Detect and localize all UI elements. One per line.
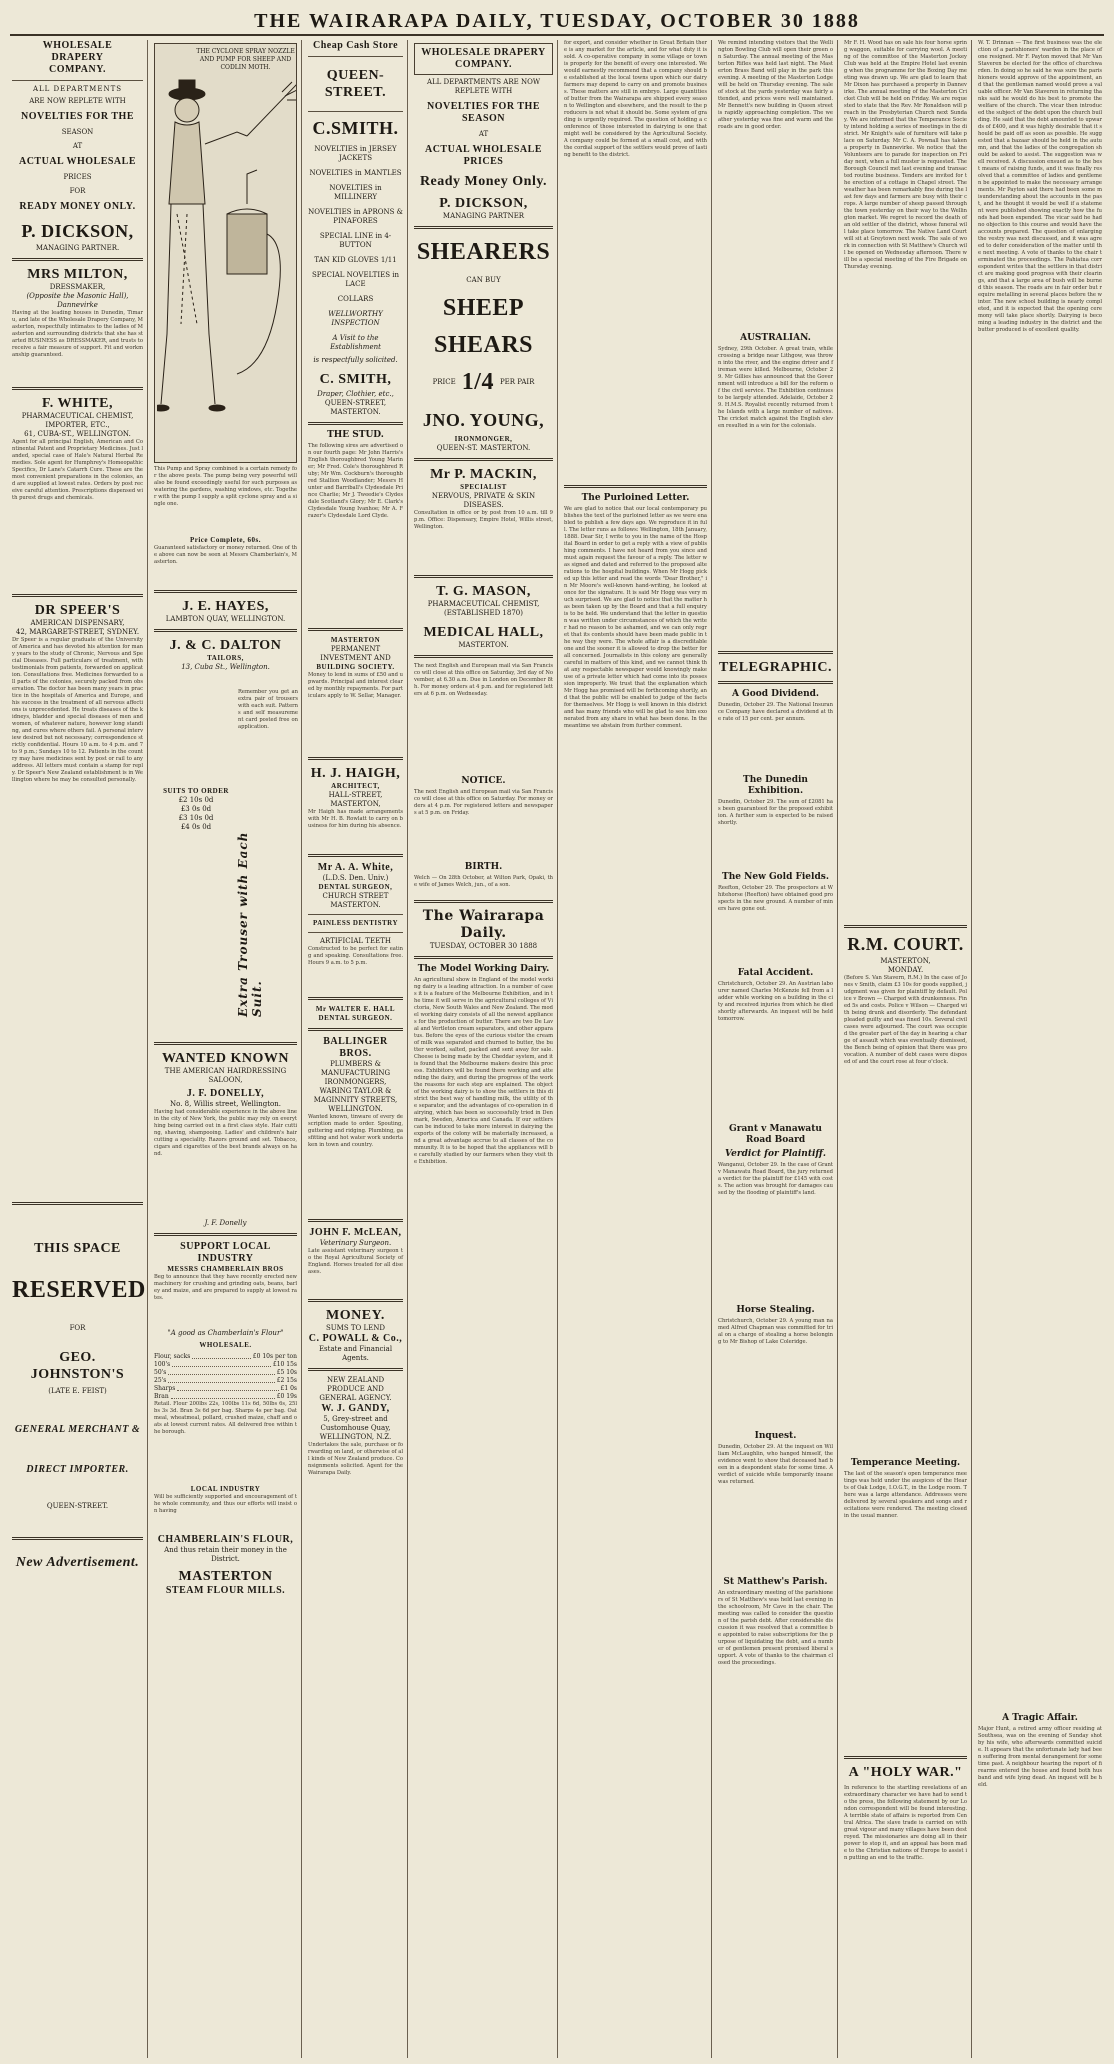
money-ad: MONEY. SUMS TO LEND C. POWALL & Co., Estate and Financial Agents.: [308, 1308, 403, 1362]
column-8: W. T. Drinnan — The first business was the election of a parishioners' warden in the place of one resigned. Mr F. Payton moved that Mr Van Staveren be elected for the office of churchwarden. In doing so he said he was sure the parishioners would approve of the appointment, and that the gentleman named would prove a valuable officer. Mr Van Staveren in returning thanks said he would do his best to promote the welfare of the church. The vicar then introduced the subject of the debt upon the church building. He said that the debt amounted to upwards of £400, and it was highly desirable that it should be paid off as soon as possible. He suggested that a bazaar should be held in the autumn, and that the ladies of the congregation should be asked to assist. The suggestion was well received. A discussion ensued as to the best means of raising funds, and it was finally resolved that a committee of ladies and gentlemen be appointed to make the necessary arrangements. Mr Payton said there had been some misunderstanding about the accounts in the past, and he thought it would be well if a statement were published showing exactly how the funds had been expended. The vicar said he had no objection to this course and would have the accounts prepared. The question of enlarging the vestry was next discussed, and it was agreed to defer consideration of the matter until the next meeting. A vote of thanks to the chair terminated the proceedings. The Pahiatua correspondent writes that the settlers in that district are making good progress with their clearings, and that a large area of bush will be burned this season. The roads are in fair order but require metalling in several places before the winter. The new school building is nearly completed, and it is expected that the opening ceremony will take place shortly. Dairying is becoming a leading industry in the district and the butter produced is of excellent quality. A Tragic Affair. Major Hunt, a retired army officer residing at Southsea, was on the evening of Sunday shot by his wife, who afterwards committed suicide. It appears that the unfortunate lady had been suffering from mental derangement for some time past. A neighbour hearing the report of firearms entered the house and found both husband and wife lying dead. An inquest will be held.: [978, 40, 1102, 1788]
holy-war-heading: A "HOLY WAR.": [848, 1765, 963, 1780]
shearers-ad: SHEARERS CAN BUY SHEEP SHEARS PRICE 1/4 PER PAIR JNO. YOUNG, IRONMONGER, QUEEN-ST. MASTERTON.: [416, 239, 551, 452]
farmer-spraying-illustration: [157, 74, 297, 424]
reserved-space-ad: THIS SPACE RESERVED FOR GEO. JOHNSTON'S (LATE E. FEIST) GENERAL MERCHANT & DIRECT IMPORTER. QUEEN-STREET.: [12, 1241, 146, 1510]
column-1: [8, 40, 148, 2058]
mackin-ad: Mr P. MACKIN, SPECIALIST NERVOUS, PRIVATE & SKIN DISEASES. Consultation in office or by post from 10 a.m. till 9 p.m. Office: Dispensary, Empire Hotel, Willis street, Wellington.: [414, 467, 553, 530]
price-row-2: 50's £5 10s: [154, 1369, 297, 1376]
price-row-5: Bran £0 19s: [154, 1393, 297, 1400]
column-4: WHOLESALE DRAPERY COMPANY. ALL DEPARTMENTS ARE NOW REPLETE WITH NOVELTIES FOR THE SEASON AT ACTUAL WHOLESALE PRICES Ready Money Only. P. DICKSON, MANAGING PARTNER SHEARERS CAN BUY SHEEP SHEARS PRICE 1/4 PER PAIR JNO. YOUNG, IRONMONGER, QUEEN-ST. MASTERTON. Mr P. MACKIN, SPECIALIST NERVOUS, PRIVATE & SKIN DISEASES. Consultation in office or by post from 10 a.m. till 9 p.m. Office: Dispensary, Empire Hotel, Willis street, Wellington. T. G. MASON, PHARMACEUTICAL CHEMIST, (ESTABLISHED 1870) MEDICAL HALL, MASTERTON. The next English and European mail via San Francisco will close at this office on Saturday, 3rd day of November, at 6.30 a.m. Due in London on December 8th. For money orders at 4 p.m. and for registered letters at 6 p.m. on Wednesday. NOTICE. The next English and European mail via San Francisco will close at this office on Saturday. For money orders at 4 p.m. For registered letters and newspapers at 5 p.m. on Friday. BIRTH. Welch — On 28th October, at Wilton Park, Opaki, the wife of James Welch, jun., of a son. The Wairarapa Daily. TUESDAY, OCTOBER 30 1888 The Model Working Dairy. An agricultural show in England of the model working dairy is a leading attraction. In a number of cases it is a feature of the Melbourne Exhibition, and in the time it will serve in the agricultural colleges of Victoria, New South Wales and New Zealand. The model working dairy consists of all the newest appliances for the production of butter. There are two De Laval and Vertleton cream separators, and other apparatus. Before the eyes of the curious visitor the cream of milk was separated and churned to butter, the butter worked, salted, packed and sent away for sale. Cheese is being made by the Cheddar system, and it is found that the Melbourne makers desire this process. Exhibitors will be found there working and attending the dairy, and during the progress of the work the reasons for each step are explained. The object of the working dairy is to show the settlers in this district the best way of handling milk, the utility of the separator, and the advantages of co-operation in dairying, which has been so successfully tried in Denmark, Sweden, America and Canada. If our settlers can be induced to take more interest in dairying the exports of the colony will be materially increased, and a great advantage accrue to all classes of the community. It is to be hoped that the appliances will be carefully studied by our farmers when they visit the Exhibition.: [410, 40, 558, 2058]
white-dentist-ad: Mr A. A. White, (L.D.S. Den. Univ.) DENTAL SURGEON, CHURCH STREET MASTERTON. PAINLESS DENTISTRY ARTIFICIAL TEETH Constructed to be perfect for eating and speaking. Consultations free. Hours 9 a.m. to 5 p.m.: [308, 862, 403, 966]
wholesale-ad: WHOLESALE DRAPERY COMPANY. ALL DEPARTMENTS ARE NOW REPLETE WITH NOVELTIES FOR THE SEASON AT ACTUAL WHOLESALE PRICES FOR READY MONEY ONLY. P. DICKSON, MANAGING PARTNER.: [12, 40, 143, 253]
support-local-industry-ad: SUPPORT LOCAL INDUSTRY MESSRS CHAMBERLAIN BROS Beg to announce that they have recently erected new machinery for crushing and grinding oats, beans, barley and maize, and are prepared to supply at lowest rates. "A good as Chamberlain's Flour" WHOLESALE. Flour, sacks £0 10s per ton 100's £10 15s 50's £5 10s 25's £2 15s Sharps £1 0s Bran £0 19s Retail. Flour 200lbs 22s, 100lbs 11s 6d, 50lbs 6s, 25lbs 3s 3d. Bran 3s 6d per bag. Sharps 4s per bag. Oatmeal, wheatmeal, pollard, crushed maize, chaff and oats at lowest current rates. All delivered free within the borough. LOCAL INDUSTRY Will be sufficiently supported and encouragement of the whole community, and thus our efforts will insist on having CHAMBERLAIN'S FLOUR, And thus retain their money in the District. MASTERTON STEAM FLOUR MILLS.: [154, 1241, 297, 1596]
price-row-0: Flour, sacks £0 10s per ton: [154, 1353, 297, 1360]
column-5: for export, and consider whether in Great Britain there is any market for the article, and for what duty it is sold. A co-operative company in some village or town is properly for the benefit of every one interested. We would earnestly recommend that a company should be established at the local towns upon which our dairy farmers may depend to carry on and promote business. These matters are still in embryo. Large quantities of butter from the Wairarapa are shipped every season to Wellington and elsewhere, and the result to the producers is not what it should be. Some system of grading is urgently required. The question of holding a conference of those interested in dairying is one that might well be considered by the Agricultural Society. A company could be formed at a small cost, and with the cordial support of the settlers would prove of lasting benefit to the district. The Purloined Letter. We are glad to notice that our local contemporary publishes the text of the purloined letter as we were enabled to publish a few days ago. We reproduce it in full. The letter runs as follows: Wellington, 18th January, 1888. Dear Sir, I write to you in the name of the Hospital Board in order to get a reply with a view of publishing comments. I have not heard from you since and must again request the favour of a reply. The letter was signed and dated and referred to the proposed alterations to the hospital buildings. When Mr Hogg picked up this letter and read the words "Dear Brother," in Mr Moore's well-known hand-writing, he looked at once for the signature. It is said Mr Hogg was very much surprised. We are glad to notice that the matter has been taken up by the Board and that a full enquiry is to be held. We understand that the letter in question was written under circumstances of which the writer had no reason to be ashamed, and we can only regret that its contents should have been made public in the way they were. The whole affair is a discreditable one and the sooner it is allowed to drop the better for all concerned. Journalists in this colony are generally careful in matters of this kind, and we cannot think that any respectable newspaper would knowingly make use of a private letter which had come into its possession improperly. We trust that the explanation which Mr Hogg has promised will be forthcoming shortly, and that the public will be enabled to judge of the facts for themselves. Mr Hogg is well known in this district and has many friends who will be glad to see him exonerated from any share in what has been done. In the meantime we abstain from further comment.: [560, 40, 712, 2058]
price-row-1: 100's £10 15s: [154, 1361, 297, 1368]
wanted-known-ad: WANTED KNOWN THE AMERICAN HAIRDRESSING SALOON, J. F. DONELLY, No. 8, Willis street, Wellington. Having had considerable experience in the above line in the city of New York, the public may rely on everything being carried out in a first class style. Hair cutting, shaving, shampooing. Ladies' and children's hair cutting a speciality. Razors ground and set. Tobacco, cigars and cigarettes of the best brands always on hand. J. F. Donelly: [154, 1051, 297, 1227]
ballinger-ad: BALLINGER BROS. PLUMBERS & MANUFACTURING IRONMONGERS, WARING TAYLOR & MAGINNITY STREETS, WELLINGTON.: [313, 1036, 398, 1113]
mason-ad: T. G. MASON, PHARMACEUTICAL CHEMIST, (ESTABLISHED 1870) MEDICAL HALL, MASTERTON.: [423, 584, 544, 649]
paper-nameplate: The Wairarapa Daily.: [422, 908, 545, 941]
haigh-ad: H. J. HAIGH, ARCHITECT, HALL-STREET, MASTERTON, Mr Haigh has made arrangements with Mr H. B. Rowlatt to carry on business for him during his absence.: [308, 766, 403, 829]
rm-court-heading: R.M. COURT.: [847, 934, 964, 954]
flour-price-list: [154, 1353, 297, 1401]
new-advertisement: New Advertisement.: [15, 1555, 140, 1570]
spray-pump-figure: THE CYCLONE SPRAY NOZZLE AND PUMP FOR SHEEP AND CODLIN MOTH.: [154, 43, 297, 463]
white-ad: F. WHITE, PHARMACEUTICAL CHEMIST, IMPORTER, ETC., 61, CUBA-ST., WELLINGTON. Agent for all principal English, American and Continental Patent and Proprietary Medicines. Just landed, special case of Hale's Natural Herbal Remedies. Sole agent for Humphrey's Homeopathic Specifics, Dr Lane's Catarrh Cure. These are the most convenient preparations in the colonies, and are supplied at lowest rates. Orders by post receive careful attention. Prescriptions dispensed with purest drugs and chemicals.: [12, 396, 143, 501]
hayes-ad: J. E. HAYES, LAMBTON QUAY, WELLINGTON.: [165, 599, 286, 623]
column-7: Mr F. H. Wood has on sale his four horse spring waggon, suitable for carrying wool. A meeting of the committee of the Masterton Jockey Club was held at the Empire Hotel last evening when the programme for the Boxing Day meeting was drawn up. We are glad to learn that Mr Dixon has purchased a property in Dannevirke. The annual meeting of the Masterton Cricket Club will be held on Friday. We are requested to state that the Rev. Mr Ronaldson will preach in the Presbyterian Church next Sunday. We are informed that the Temperance Society intend holding a series of meetings in the district. Mr Knight's sale of furniture will take place on Saturday. Mr C. A. Pownall has taken a property in Dannevirke. We notice that the Volunteers are to parade for inspection on Friday next, when a full muster is requested. The Borough Council met last evening and transacted routine business. Tenders are invited for the erection of a cottage in Chapel street. The weather has been remarkably fine during the last few days and farmers are busy with their crops. A large number of sheep passed through the town yesterday on their way to the Wellington market. We regret to record the death of an old settler of the district, whose funeral will take place tomorrow. The Native Land Court will sit at Greytown next week. The sale of work in connection with St Matthew's Church will be opened on Wednesday afternoon. There will be a special meeting of the Fire Brigade on Thursday evening. R.M. COURT. MASTERTON, MONDAY. (Before S. Van Stavern, R.M.) In the case of Jones v Smith, claim £3 10s for goods supplied, judgment was given for plaintiff by default. Police v Brown — Charged with drunkenness. Fined 5s and costs. Police v Wilson — Charged with being drunk and disorderly. The defendant pleaded guilty and was fined 10s. Several civil cases were adjourned. The court was occupied the greater part of the day in hearing a charge of assault which was eventually dismissed, the Bench being of opinion that there was provocation. A number of debt cases were disposed of and the court rose at four o'clock. Temperance Meeting. The last of the season's open temperance meetings was held under the auspices of the Hearts of Oak Lodge, I.O.G.T., in the Lodge room. There was a large attendance. Addresses were delivered by several speakers and songs and recitations were rendered. The meeting closed in the usual manner. A "HOLY WAR." In reference to the startling revelations of an extraordinary character we have had to send to the press, the following statement by our London correspondent will be found interesting. A terrible state of affairs is reported from Central Africa. The slave trade is carried on with great vigour and many villages have been destroyed. The missionaries are doing all in their power to stop it, and an appeal has been made to the Christian nations of Europe to assist in putting an end to the traffic.: [840, 40, 972, 2058]
hall-dentist-ad: Mr WALTER E. HALL DENTAL SURGEON.: [315, 1005, 396, 1022]
wholesale-ad-2: WHOLESALE DRAPERY COMPANY. ALL DEPARTMENTS ARE NOW REPLETE WITH NOVELTIES FOR THE SEASON AT ACTUAL WHOLESALE PRICES Ready Money Only. P. DICKSON, MANAGING PARTNER: [414, 43, 553, 221]
masthead-title: THE WAIRARAPA DAILY, TUESDAY, OCTOBER 30 1888: [254, 10, 860, 32]
telegraphic-heading: TELEGRAPHIC.: [719, 660, 832, 675]
speer-ad: DR SPEER'S AMERICAN DISPENSARY, 42, MARGARET-STREET, SYDNEY. Dr Speer is a regular graduate of the University of America and has devoted his attention for many years to the study of Chronic, Nervous and Special Diseases. Full particulars of treatment, with testimonials from patients, forwarded on application. Consultations free. Medicines forwarded to all parts of the colonies, securely packed from observation. The doctor has been many years in practice in the hospitals of America and Europe, and his success in the treatment of all nervous affections is unprecedented. He treats diseases of the kidneys, bladder and special diseases of men and women, of whatever nature, however long standing, and cures where others fail. A personal interview desired but not necessary; correspondence strictly confidential. Hours 10 a.m. to 4 p.m. and 7 to 9 p.m.; Sundays 10 to 12. Patients in the country may have medicines sent by post or rail to any address. All letters must contain a stamp for reply. Dr Speer's New Zealand establishment is in Wellington where he may be consulted personally.: [12, 603, 143, 783]
column-6: We remind intending visitors that the Wellington Bowling Club will open their green on Saturday. The annual meeting of the Masterton Rifles was held last night. The Masterton Brass Band will play in the park this evening. A meeting of the Masterton Lodge will be held on Thursday evening. The sale of stock at the yards yesterday was fairly attended, and prices were well maintained. Mr Bennett's new building in Queen street is rapidly approaching completion. The weather yesterday was fine and warm and the roads are in good order. AUSTRALIAN. Sydney, 29th October. A great train, while crossing a bridge near Lithgow, was thrown into the river, and the engine driver and fireman were killed. Melbourne, October 29. Mr Gillies has announced that the Government will introduce a bill for the reform of the civil service. The Exhibition continues to be largely attended. Adelaide, October 29. H.M.S. Royalist recently returned from the Islands with a large number of natives. The cricket match against the English eleven resulted in a win for the colonials. TELEGRAPHIC. A Good Dividend. Dunedin, October 29. The National Insurance Company have declared a dividend at the rate of 15 per cent. per annum. The Dunedin Exhibition. Dunedin, October 29. The sum of £2081 has been guaranteed for the proposed exhibition. A further sum is expected to be raised shortly. The New Gold Fields. Reefton, October 29. The prospectors at Whitehorse (Reefton) have obtained good prospects in the new ground. A number of miners have gone out. Fatal Accident. Christchurch, October 29. An Austrian labourer named Charles McKenzie fell from a ladder while working on a building in the city and received injuries from which he died shortly afterwards. An inquest will be held tomorrow. Grant v Manawatu Road Board Verdict for Plaintiff. Wanganui, October 29. In the case of Grant v Manawatu Road Board, the jury returned a verdict for the plaintiff for £145 with costs. The action was brought for damages caused by the flooding of plaintiff's land. Horse Stealing. Christchurch, October 29. A young man named Alfred Chapman was committed for trial on a charge of stealing a horse belonging to Mr Bishop of Lake Coleridge. Inquest. Dunedin, October 29. At the inquest on William McLaughlin, who hanged himself, the evidence went to show that deceased had been in a despondent state for some time. A verdict of suicide while temporarily insane was returned. St Matthew's Parish. An extraordinary meeting of the parishioners of St Matthew's was held last evening in the schoolroom, Mr Cave in the chair. The meeting was called to consider the question of the parish debt. After considerable discussion it was resolved that a committee be appointed to raise subscriptions for the purpose of liquidating the debt, and a number of gentlemen present promised liberal support. A vote of thanks to the chairman closed the proceedings.: [714, 40, 838, 2058]
mclean-ad: JOHN F. McLEAN, Veterinary Surgeon. Late assistant veterinary surgeon to the Royal Agricultural Society of England. Horses treated for all diseases.: [308, 1227, 403, 1275]
suits-price-list: SUITS TO ORDER £2 10s 0d £3 0s 0d £3 10s 0d £4 0s 0d: [163, 787, 229, 831]
milton-ad: MRS MILTON, DRESSMAKER, (Opposite the Masonic Hall), Dannevirke Having at the leading houses in Dunedin, Timaru, and late of the Wholesale Drapery Company, Masterton, respectfully intimates to the ladies of Masterton and surrounding districts that she has started BUSINESS as DRESSMAKER, and trusts to receive a fair measure of support. Fit and workmanship guaranteed.: [12, 267, 143, 358]
price-row-4: Sharps £1 0s: [154, 1385, 297, 1392]
extra-trouser-slogan: Extra Trouser with Each Suit.: [236, 831, 264, 1017]
cheap-cash-store-ad: Cheap Cash Store QUEEN-STREET. C.SMITH. NOVELTIES in JERSEY JACKETS NOVELTIES in MANTLES NOVELTIES in MILLINERY NOVELTIES in APRONS & PINAFORES SPECIAL LINE in 4-BUTTON TAN KID GLOVES 1/11 SPECIAL NOVELTIES in LACE COLLARS WELLWORTHY INSPECTION A Visit to the Establishment is respectfully solicited. C. SMITH, Draper, Clothier, etc., QUEEN-STREET, MASTERTON.: [308, 40, 403, 416]
perm-society-ad: MASTERTON PERMANENT INVESTMENT AND BUILDING SOCIETY. Money to lend in sums of £50 and upwards. Principal and interest cleared by monthly repayments. For particulars apply to W. Sellar, Manager.: [308, 636, 403, 699]
masthead: [10, 6, 1104, 36]
dalton-ad: J. & C. DALTON TAILORS, 13, Cuba St., Wellington. Remember you get an extra pair of trousers with each suit. Patterns and self measurement card posted free on application. SUITS TO ORDER £2 10s 0d £3 0s 0d £3 10s 0d £4 0s 0d Extra Trouser with Each Suit.: [154, 637, 297, 1037]
column-3: Cheap Cash Store QUEEN-STREET. C.SMITH. NOVELTIES in JERSEY JACKETS NOVELTIES in MANTLES NOVELTIES in MILLINERY NOVELTIES in APRONS & PINAFORES SPECIAL LINE in 4-BUTTON TAN KID GLOVES 1/11 SPECIAL NOVELTIES in LACE COLLARS WELLWORTHY INSPECTION A Visit to the Establishment is respectfully solicited. C. SMITH, Draper, Clothier, etc., QUEEN-STREET, MASTERTON. THE STUD. The following sires are advertised on our fourth page: Mr John Harris's English thoroughbred Young Mariner; Mr Fred. Cole's thoroughbred Ruby; Mr Wm. Cockburn's thoroughbred Stallion Woodlander; Messrs Hunter and Barriball's Clydesdale Prince Charlie; Mr J. Tweedie's Clydesdale Scotland's Glory; Mr E. Clark's Clydesdale Young Ivanhoe; Mr A. Frazer's Clydesdale Lord Clyde. MASTERTON PERMANENT INVESTMENT AND BUILDING SOCIETY. Money to lend in sums of £50 and upwards. Principal and interest cleared by monthly repayments. For particulars apply to W. Sellar, Manager. H. J. HAIGH, ARCHITECT, HALL-STREET, MASTERTON, Mr Haigh has made arrangements with Mr H. B. Rowlatt to carry on business for him during his absence. Mr A. A. White, (L.D.S. Den. Univ.) DENTAL SURGEON, CHURCH STREET MASTERTON. PAINLESS DENTISTRY ARTIFICIAL TEETH Constructed to be perfect for eating and speaking. Consultations free. Hours 9 a.m. to 5 p.m. Mr WALTER E. HALL DENTAL SURGEON. BALLINGER BROS. PLUMBERS & MANUFACTURING IRONMONGERS, WARING TAYLOR & MAGINNITY STREETS, WELLINGTON. Wanted known, tinware of every description made to order. Spouting, guttering and ridging. Plumbing, gasfitting and hot water work undertaken in town and country. JOHN F. McLEAN, Veterinary Surgeon. Late assistant veterinary surgeon to the Royal Agricultural Society of England. Horses treated for all diseases. MONEY. SUMS TO LEND C. POWALL & Co., Estate and Financial Agents. NEW ZEALAND PRODUCE AND GENERAL AGENCY. W. J. GANDY, 5, Grey-street and Customhouse Quay, WELLINGTON, N.Z. Undertakes the sale, purchase or forwarding on land, or otherwise of all kinds of New Zealand produce. Consignments solicited. Agent for the Wairarapa Daily.: [304, 40, 408, 2058]
price-row-3: 25's £2 15s: [154, 1377, 297, 1384]
column-2: THE CYCLONE SPRAY NOZZLE AND PUMP FOR SHEEP AND CODLIN MOTH. This Pump and Spray combined is a certain remedy for the above pests. The pump being very powerful will also be found exceedingly useful for such purposes as watering the gardens, washing windows, etc. Together with the pump I supply a split cyclone spray and a single one. Price Complete, 60s. Guaranteed satisfactory or money returned. One of the above can now be seen at Messrs Chamberlain's, Masterton. J. E. HAYES, LAMBTON QUAY, WELLINGTON. J. & C. DALTON TAILORS, 13, Cuba St., Wellington. Remember you get an extra pair of trousers with each suit. Patterns and self measurement card posted free on application. SUITS TO ORDER £2 10s 0d £3 0s 0d £3 10s 0d £4 0s 0d Extra Trouser with Each Suit. WANTED KNOWN THE AMERICAN HAIRDRESSING SALOON, J. F. DONELLY, No. 8, Willis street, Wellington. Having had considerable experience in the above line in the city of New York, the public may rely on everything being carried out in a first class style. Hair cutting, shaving, shampooing. Ladies' and children's hair cutting a speciality. Razors ground and set. Tobacco, cigars and cigarettes of the best brands always on hand. J. F. Donelly SUPPORT LOCAL INDUSTRY MESSRS CHAMBERLAIN BROS Beg to announce that they have recently erected new machinery for crushing and grinding oats, beans, barley and maize, and are prepared to supply at lowest rates. "A good as Chamberlain's Flour" WHOLESALE. Flour, sacks £0 10s per ton 100's £10 15s 50's £5 10s 25's £2 15s Sharps £1 0s Bran £0 19s Retail. Flour 200lbs 22s, 100lbs 11s 6d, 50lbs 6s, 25lbs 3s 3d. Bran 3s 6d per bag. Sharps 4s per bag. Oatmeal, wheatmeal, pollard, crushed maize, chaff and oats at lowest current rates. All delivered free within the borough. LOCAL INDUSTRY Will be sufficiently supported and encouragement of the whole community, and thus our efforts will insist on having CHAMBERLAIN'S FLOUR, And thus retain their money in the District. MASTERTON STEAM FLOUR MILLS.: [150, 40, 302, 2058]
gandy-ad: NEW ZEALAND PRODUCE AND GENERAL AGENCY. W. J. GANDY, 5, Grey-street and Customhouse Quay, WELLINGTON, N.Z. Undertakes the sale, purchase or forwarding on land, or otherwise of all kinds of New Zealand produce. Consignments solicited. Agent for the Wairarapa Daily.: [308, 1376, 403, 1476]
